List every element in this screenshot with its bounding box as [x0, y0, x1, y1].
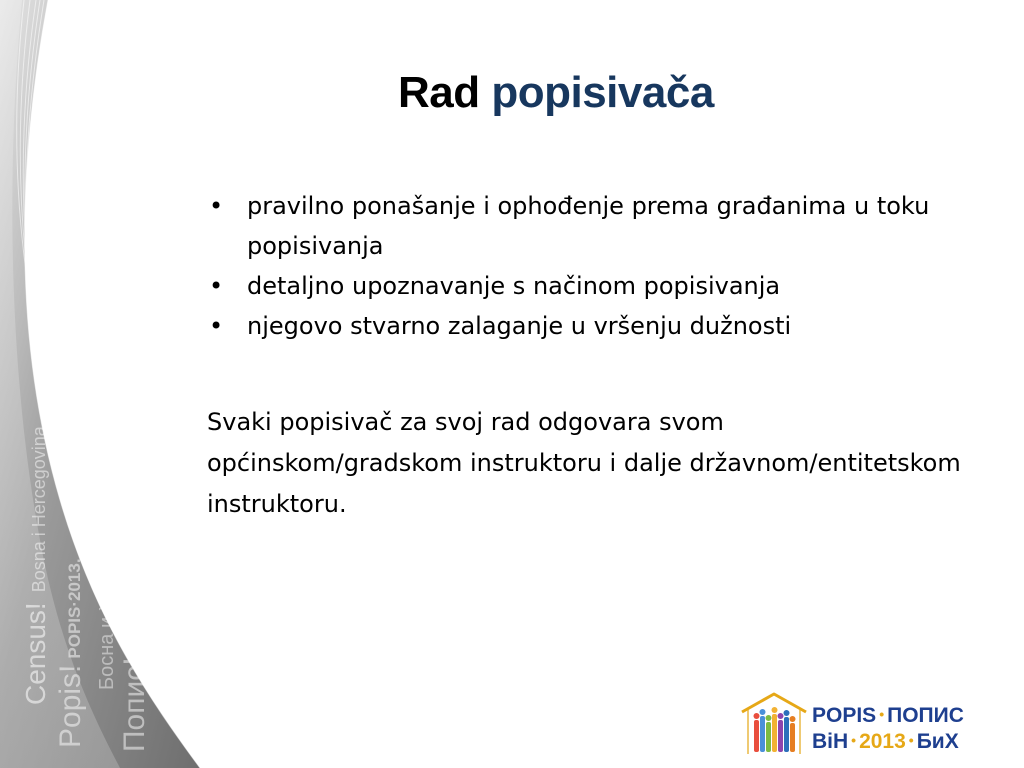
logo-text [812, 702, 964, 754]
title-part-popisivaca: popisivača [491, 68, 714, 117]
logo-line-2: BiH • 2013 • БиХ [812, 730, 959, 753]
sidebar-text-popis-cyr: Попис!ПОПИС·2013. [118, 541, 151, 752]
body-paragraph: Svaki popisivač za svoj rad odgovara svom općinskom/gradskom instruktoru i dalje državnom/entitetskom instruktoru. [207, 408, 961, 518]
bullet-item: • njegovo stvarno zalaganje u vršenju dužnosti [207, 306, 967, 346]
logo-line-1: POPIS • ПОПИС [812, 704, 964, 727]
sidebar-text-popis: Popis!POPIS·2013. [54, 558, 87, 748]
sidebar-text-census: Census!Bosna i Hercegovina [20, 426, 51, 705]
sidebar-text-bosna-cyr: Босна и Херцеговина [96, 491, 118, 690]
slide-content [207, 186, 967, 525]
title-part-rad: Rad [398, 68, 480, 117]
bullet-item: • pravilno ponašanje i ophođenje prema građanima u toku popisivanja [207, 186, 967, 266]
slide-title [398, 68, 714, 118]
bullet-list [207, 186, 967, 346]
bullet-item: • detaljno upoznavanje s načinom popisivanja [207, 266, 967, 306]
